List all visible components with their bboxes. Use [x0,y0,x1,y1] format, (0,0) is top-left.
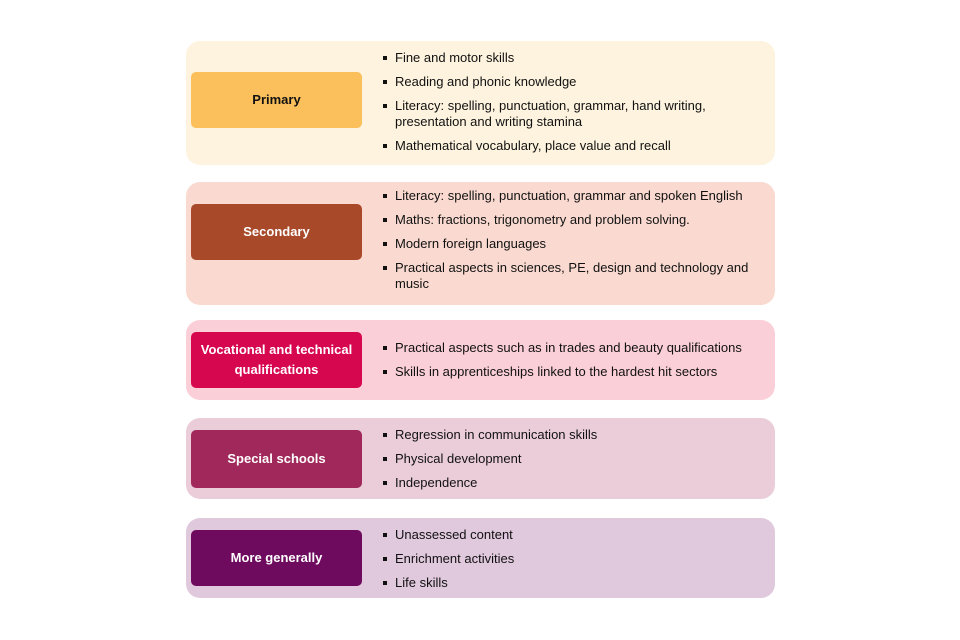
category-label-special-schools: Special schools [191,430,362,488]
list-item: Unassessed content [383,527,768,543]
list-item: Practical aspects such as in trades and beauty qualifications [383,340,768,356]
list-item: Life skills [383,575,768,591]
list-item: Maths: fractions, trigonometry and problem solving. [383,212,768,228]
list-item: Skills in apprenticeships linked to the hardest hit sectors [383,364,768,380]
list-item: Practical aspects in sciences, PE, design and technology and music [383,260,768,292]
list-item: Modern foreign languages [383,236,768,252]
panel-secondary [186,182,775,305]
category-label-secondary: Secondary [191,204,362,260]
panel-special-schools [186,418,775,499]
category-label-more-generally: More generally [191,530,362,586]
list-item: Regression in communication skills [383,427,768,443]
category-label-vocational: Vocational and technical qualifications [191,332,362,388]
bullet-list-vocational [383,340,768,388]
panel-vocational [186,320,775,400]
bullet-list-secondary [383,188,768,300]
list-item: Literacy: spelling, punctuation, grammar, hand writing, presentation and writing stamina [383,98,768,130]
bullet-list-special-schools [383,427,768,499]
list-item: Enrichment activities [383,551,768,567]
category-label-primary: Primary [191,72,362,128]
bullet-list-more-generally [383,527,768,599]
list-item: Reading and phonic knowledge [383,74,768,90]
bullet-list-primary [383,50,768,162]
panel-more-generally [186,518,775,598]
panel-primary [186,41,775,165]
list-item: Fine and motor skills [383,50,768,66]
list-item: Mathematical vocabulary, place value and recall [383,138,768,154]
list-item: Independence [383,475,768,491]
list-item: Literacy: spelling, punctuation, grammar and spoken English [383,188,768,204]
list-item: Physical development [383,451,768,467]
